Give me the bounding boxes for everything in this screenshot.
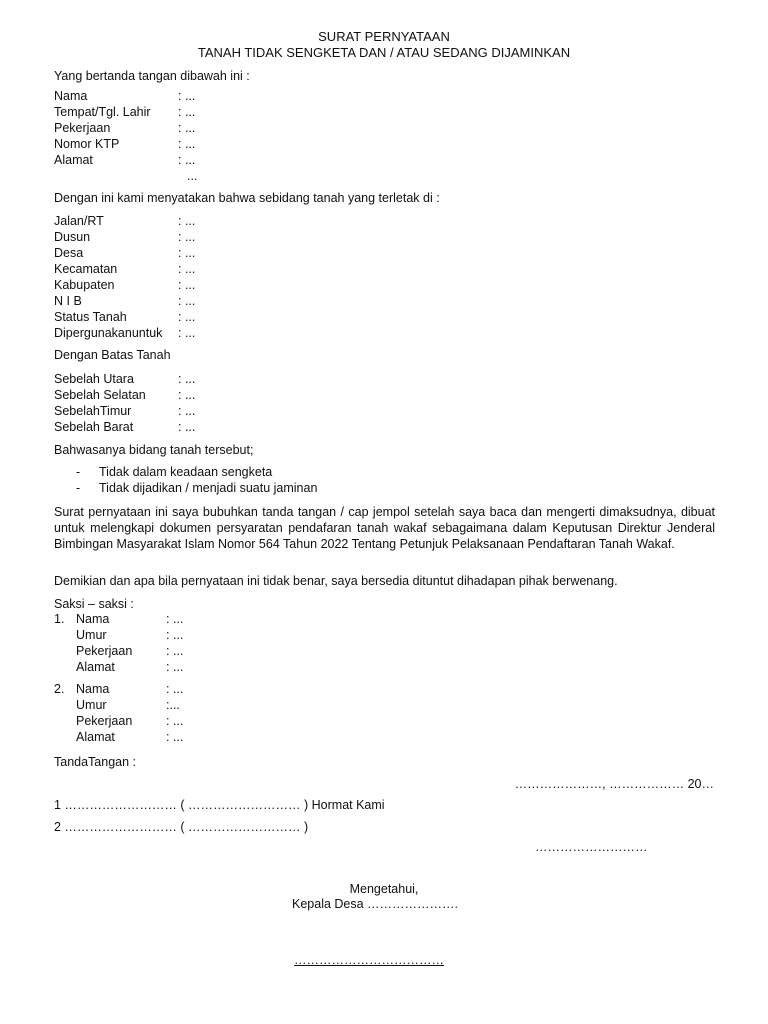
borders-heading: Dengan Batas Tanah: [54, 348, 171, 362]
field-value-status-tanah: : ...: [178, 310, 196, 324]
witness-number: 2.: [54, 682, 65, 696]
field-value-kecamatan: : ...: [178, 262, 196, 276]
document-title: SURAT PERNYATAAN: [318, 29, 450, 44]
field-value-pekerjaan: : ...: [178, 121, 196, 135]
paragraph-closing: Demikian dan apa bila pernyataan ini tidak benar, saya bersedia dituntut dihadapan pihak berwenang.: [54, 574, 618, 588]
field-label-jalan-rt: Jalan/RT: [54, 214, 104, 228]
field-value-nomor-ktp: : ...: [178, 137, 196, 151]
field-label-desa: Desa: [54, 246, 84, 260]
field-label-dusun: Dusun: [54, 230, 91, 244]
witness-2-label-umur: Umur: [76, 698, 107, 712]
witness-1-label-umur: Umur: [76, 628, 107, 642]
witness-2-label-pekerjaan: Pekerjaan: [76, 714, 133, 728]
paragraph-declaration: Surat pernyataan ini saya bubuhkan tanda tangan / cap jempol setelah saya baca dan mengerti dimaksudnya, dibuat untuk melengkapi dokumen persyaratan pendafaran tanah wakaf sebagaimana dalam Keputusan Direktur Jenderal Bimbingan Masyarakat Islam Nomor 564 Tahun 2022 Tentang Petunjuk Pelaksanaan Pendaftaran Tanah Wakaf.: [54, 505, 715, 551]
field-value-jalan-rt: : ...: [178, 214, 196, 228]
field-value-nama: : ...: [178, 89, 196, 103]
village-head-signature-line: ………………………………: [294, 953, 444, 967]
field-label-status-tanah: Status Tanah: [54, 310, 127, 324]
witness-signature-line-1: 1 ……………………… ( ……………………… ) Hormat Kami: [54, 798, 385, 812]
field-value-sebelah-utara: : ...: [178, 372, 196, 386]
field-label-sebelah-timur: SebelahTimur: [54, 404, 132, 418]
field-label-kabupaten: Kabupaten: [54, 278, 115, 292]
field-value-sebelah-selatan: : ...: [178, 388, 196, 402]
statement-item: Tidak dalam keadaan sengketa: [99, 465, 273, 479]
field-label-kecamatan: Kecamatan: [54, 262, 118, 276]
field-value-dusun: : ...: [178, 230, 196, 244]
field-label-alamat: Alamat: [54, 153, 93, 167]
field-label-sebelah-selatan: Sebelah Selatan: [54, 388, 146, 402]
witness-2-label-alamat: Alamat: [76, 730, 115, 744]
witness-1-value-nama: : ...: [166, 612, 184, 626]
witness-1-value-alamat: : ...: [166, 660, 184, 674]
field-label-nama: Nama: [54, 89, 88, 103]
field-label-nomor-ktp: Nomor KTP: [54, 137, 120, 151]
statement-intro: Bahwasanya bidang tanah tersebut;: [54, 443, 254, 457]
field-label-dipergunakan-untuk: Dipergunakanuntuk: [54, 326, 163, 340]
document-subtitle: TANAH TIDAK SENGKETA DAN / ATAU SEDANG DIJAMINKAN: [197, 45, 571, 60]
field-label-sebelah-utara: Sebelah Utara: [54, 372, 134, 386]
field-label-pekerjaan: Pekerjaan: [54, 121, 111, 135]
declarant-signature-line: ………………………: [535, 840, 648, 854]
witness-signature-line-2: 2 ……………………… ( ……………………… ): [54, 820, 309, 834]
witness-number: 1.: [54, 612, 65, 626]
witness-2-value-pekerjaan: : ...: [166, 714, 184, 728]
bullet-marker: -: [76, 465, 81, 479]
field-label-tempat-tgl-lahir: Tempat/Tgl. Lahir: [54, 105, 151, 119]
field-label-sebelah-barat: Sebelah Barat: [54, 420, 134, 434]
witness-1-label-alamat: Alamat: [76, 660, 115, 674]
field-value-kabupaten: : ...: [178, 278, 196, 292]
acknowledgement-label: Mengetahui,: [349, 882, 419, 896]
witness-heading: Saksi – saksi :: [54, 597, 134, 611]
land-intro-text: Dengan ini kami menyatakan bahwa sebidang tanah yang terletak di :: [54, 191, 440, 205]
field-value-sebelah-barat: : ...: [178, 420, 196, 434]
witness-2-label-nama: Nama: [76, 682, 110, 696]
field-value-tempat-tgl-lahir: : ...: [178, 105, 196, 119]
witness-2-value-umur: :...: [166, 698, 180, 712]
field-value-sebelah-timur: : ...: [178, 404, 196, 418]
statement-item: Tidak dijadikan / menjadi suatu jaminan: [99, 481, 318, 495]
witness-2-value-alamat: : ...: [166, 730, 184, 744]
signature-heading: TandaTangan :: [54, 755, 137, 769]
place-date-line: …………………, ……………… 20…: [514, 777, 714, 791]
field-value-desa: : ...: [178, 246, 196, 260]
field-value-alamat: : ...: [178, 153, 196, 167]
witness-1-label-pekerjaan: Pekerjaan: [76, 644, 133, 658]
field-value-dipergunakan-untuk: : ...: [178, 326, 196, 340]
field-value-nib: : ...: [178, 294, 196, 308]
witness-1-label-nama: Nama: [76, 612, 110, 626]
bullet-marker: -: [76, 481, 81, 495]
field-value-alamat-continuation: ...: [187, 169, 198, 183]
village-head-position: Kepala Desa ………………….: [292, 897, 459, 911]
field-label-nib: N I B: [54, 294, 82, 308]
witness-1-value-pekerjaan: : ...: [166, 644, 184, 658]
intro-text: Yang bertanda tangan dibawah ini :: [54, 69, 250, 83]
witness-1-value-umur: : ...: [166, 628, 184, 642]
witness-2-value-nama: : ...: [166, 682, 184, 696]
